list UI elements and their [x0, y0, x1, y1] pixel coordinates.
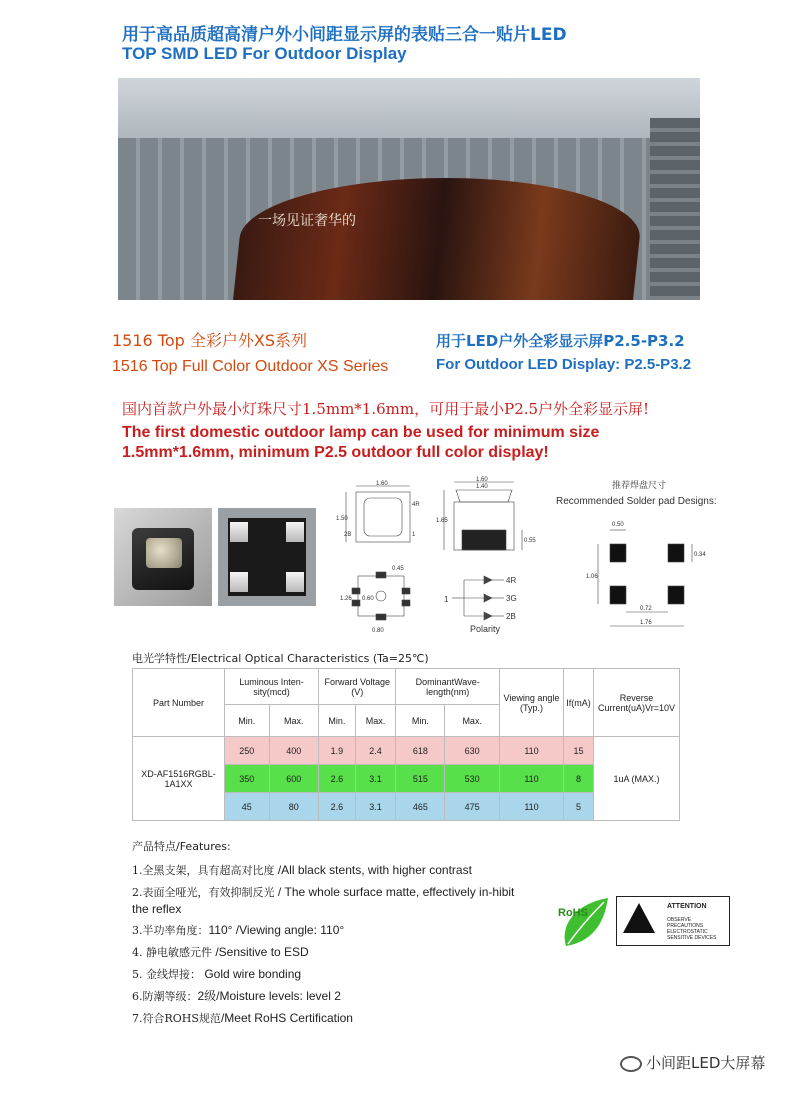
led-pad: [286, 572, 304, 592]
table-header-row: [133, 669, 680, 705]
watermark-text: 小间距LED大屏幕: [646, 1054, 766, 1072]
headline-cn: 国内首款户外最小灯珠尺寸1.5mm*1.6mm，可用于最小P2.5户外全彩显示屏!: [122, 400, 650, 418]
headline-en: The first domestic outdoor lamp can be used for minimum size 1.5mm*1.6mm, minimum P2.5 outdoor full color display!: [122, 424, 600, 461]
dim-bottom-height: 1.26: [340, 596, 352, 602]
feature-item: [132, 966, 528, 983]
pin-label-1: 1: [412, 532, 416, 538]
feature-en: 110° /Viewing angle: 110°: [208, 923, 345, 937]
feature-en: Gold wire bonding: [201, 967, 302, 981]
table-cell: 350: [225, 765, 270, 793]
table-cell: 110: [500, 793, 564, 821]
dim-pad-gap: 0.72: [640, 606, 652, 612]
led-pad: [230, 572, 248, 592]
feature-cn: 2.表面全哑光，有效抑制反光: [132, 886, 275, 899]
attention-label: ATTENTION: [667, 903, 707, 910]
hero-right-building: [650, 118, 700, 300]
dim-side-outer: 1.60: [476, 477, 488, 483]
usage-en: For Outdoor LED Display: P2.5-P3.2: [436, 356, 692, 373]
dim-side-inner: 1.40: [476, 484, 488, 490]
polarity-label: Polarity: [470, 624, 501, 634]
side-view-drawing: [436, 477, 536, 550]
led-pad: [286, 522, 304, 542]
dim-top-width: 1.60: [376, 481, 388, 487]
header-max: Max.: [269, 705, 319, 737]
table-cell: 2.6: [319, 793, 356, 821]
header-reverse-current: Reverse Current(uA)Vr=10V: [594, 669, 680, 737]
table-cell: 8: [564, 765, 594, 793]
reverse-current-cell: 1uA (MAX.): [594, 737, 680, 821]
usage-cn: 用于LED户外全彩显示屏P2.5-P3.2: [436, 332, 685, 350]
header-part-number: Part Number: [133, 669, 225, 737]
table-cell: 5: [564, 793, 594, 821]
header-min: Min.: [396, 705, 445, 737]
led-pad: [230, 522, 248, 542]
header-viewing-angle: Viewing angle (Typ.): [500, 669, 564, 737]
table-cell: 475: [445, 793, 500, 821]
feature-cn: 5. 金线焊接：: [132, 968, 201, 981]
feature-item: [132, 988, 528, 1005]
features-title: 产品特点/Features:: [132, 840, 231, 853]
table-cell: 15: [564, 737, 594, 765]
feature-cn: 3.半功率角度：: [132, 924, 209, 937]
dim-pad-total: 1.76: [640, 620, 652, 626]
page-title-cn: 用于高品质超高清户外小间距显示屏的表贴三合一贴片LED: [122, 25, 567, 45]
bottom-view-drawing: [340, 566, 410, 634]
electrical-title: 电光学特性/Electrical Optical Characteristics (Ta=25℃): [132, 652, 429, 665]
header-forward-voltage: Forward Voltage (V): [319, 669, 396, 705]
polarity-3g: 3G: [506, 594, 517, 603]
dim-side-height: 1.65: [436, 518, 448, 524]
part-number-cell: XD-AF1516RGBL-1A1XX: [133, 737, 225, 821]
attention-subtext: OBSERVE PRECAUTIONS ELECTROSTATIC SENSITIVE DEVICES: [667, 917, 717, 941]
pin-label-2b: 2B: [344, 532, 352, 538]
solder-pad: [668, 586, 684, 604]
dim-top-height: 1.50: [336, 516, 348, 522]
wechat-watermark: [620, 1052, 765, 1073]
feature-cn: 4. 静电敏感元件: [132, 946, 212, 959]
polarity-diagram: [444, 576, 517, 634]
page-title-en: TOP SMD LED For Outdoor Display: [122, 44, 407, 63]
table-cell: 3.1: [355, 793, 396, 821]
screen-caption: 一场见证奢华的: [258, 213, 356, 229]
feature-cn: 6.防潮等级：: [132, 990, 198, 1003]
solder-pad-title-en: Recommended Solder pad Designs:: [556, 496, 717, 507]
solder-pad: [610, 544, 626, 562]
header-if: If(mA): [564, 669, 594, 737]
led-product-photo-angled: [114, 508, 212, 606]
table-cell: 618: [396, 737, 445, 765]
polarity-pin-1: 1: [444, 595, 449, 604]
feature-item: [132, 862, 528, 879]
table-cell: 600: [269, 765, 319, 793]
solder-pad-title-cn: 推荐焊盘尺寸: [612, 481, 667, 491]
solder-pad-drawing: [580, 512, 720, 642]
header-max: Max.: [445, 705, 500, 737]
feature-en: /Meet RoHS Certification: [220, 1011, 353, 1025]
dim-bottom-pad: 0.45: [392, 566, 404, 572]
solder-pad: [668, 544, 684, 562]
electrical-spec-table: [132, 668, 680, 821]
feature-item: [132, 1010, 528, 1027]
table-cell: 80: [269, 793, 319, 821]
feature-item: [132, 884, 528, 917]
polarity-2b: 2B: [506, 612, 516, 621]
table-cell: 110: [500, 737, 564, 765]
feature-cn: 1.全黑支架，具有超高对比度: [132, 864, 275, 877]
header-luminous: Luminous Inten-sity(mcd): [225, 669, 319, 705]
table-cell: 465: [396, 793, 445, 821]
rohs-label: RoHS: [558, 907, 588, 919]
dim-pad-width: 0.50: [612, 522, 624, 528]
feature-item: [132, 944, 528, 961]
header-dominant-wavelength: DominantWave-length(nm): [396, 669, 500, 705]
table-cell: 630: [445, 737, 500, 765]
solder-pad: [610, 586, 626, 604]
feature-item: [132, 922, 528, 939]
table-cell: 110: [500, 765, 564, 793]
feature-en: /Sensitive to ESD: [212, 945, 309, 959]
feature-en: 2级/Moisture levels: level 2: [197, 989, 341, 1003]
table-cell: 45: [225, 793, 270, 821]
polarity-4r: 4R: [506, 576, 517, 585]
table-cell: 3.1: [355, 765, 396, 793]
table-cell: 400: [269, 737, 319, 765]
feature-en: /All black stents, with higher contrast: [274, 863, 472, 877]
esd-warning-icon: [623, 903, 655, 933]
top-view-drawing: [336, 481, 420, 542]
header-min: Min.: [319, 705, 356, 737]
dim-pad-height: 0.34: [694, 552, 706, 558]
package-dimension-drawings: [332, 476, 552, 636]
table-cell: 250: [225, 737, 270, 765]
table-cell: 530: [445, 765, 500, 793]
dim-side-lens: 0.55: [524, 538, 536, 544]
led-chip-lens: [146, 538, 182, 568]
pin-label-4r: 4R: [412, 502, 420, 508]
table-cell: 2.6: [319, 765, 356, 793]
hero-photo: [118, 78, 700, 300]
rohs-leaf-icon: [556, 896, 612, 948]
table-cell: 1.9: [319, 737, 356, 765]
feature-en: / The whole surface matte, effectively in-hibit the reflex: [132, 885, 515, 916]
esd-attention-badge: [616, 896, 730, 946]
led-product-photo-bottom: [218, 508, 316, 606]
header-min: Min.: [225, 705, 270, 737]
dim-bottom-inner: 0.60: [362, 596, 374, 602]
dim-bottom-width: 0.80: [372, 628, 384, 634]
series-name-cn: 1516 Top 全彩户外XS系列: [112, 331, 308, 350]
feature-cn: 7.符合ROHS规范: [132, 1012, 221, 1025]
table-cell: 515: [396, 765, 445, 793]
table-row-red: [133, 737, 680, 765]
header-max: Max.: [355, 705, 396, 737]
dim-pad-span: 1.06: [586, 574, 598, 580]
series-name-en: 1516 Top Full Color Outdoor XS Series: [112, 358, 389, 375]
features-section: [132, 838, 528, 1032]
wechat-icon: [620, 1056, 642, 1072]
table-cell: 2.4: [355, 737, 396, 765]
